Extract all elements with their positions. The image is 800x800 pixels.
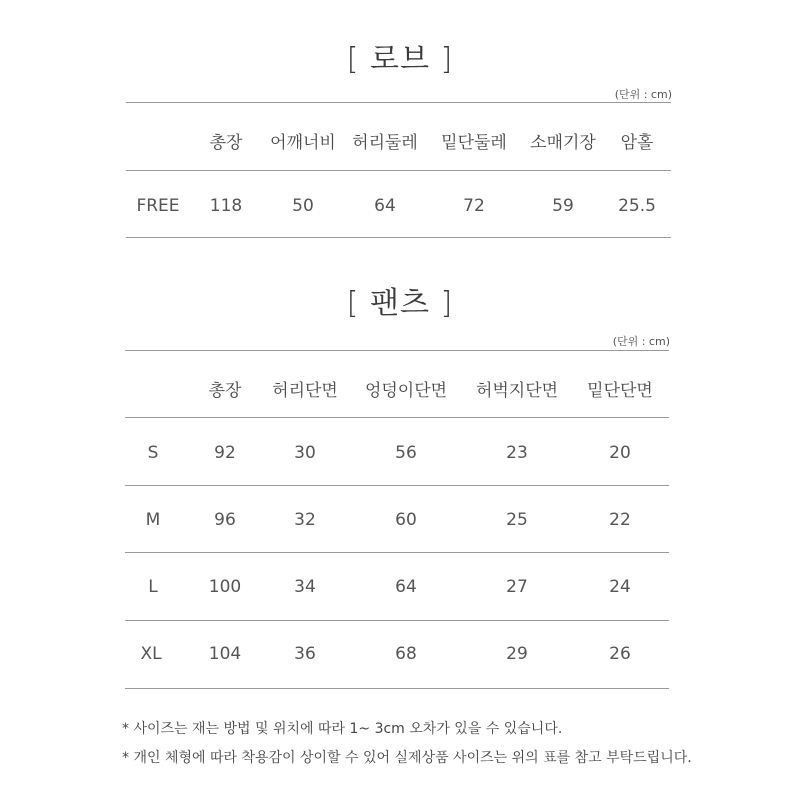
pants-cell: 104 [208,644,242,664]
pants-cell: 22 [609,510,631,530]
robe-cell: 59 [552,196,574,216]
pants-cell: 26 [609,644,631,664]
pants-cell: 100 [208,577,242,597]
robe-header-rule [126,170,671,171]
pants-cell: 60 [395,510,417,530]
robe-cell: 72 [463,196,485,216]
measurement-note: * 사이즈는 재는 방법 및 위치에 따라 1~ 3cm 오차가 있을 수 있습니다. [122,721,563,737]
pants-cell: 34 [294,577,316,597]
pants-table-bottom-rule [125,688,669,689]
pants-row-size: M [145,510,161,530]
robe-table-top-rule [126,102,671,103]
pants-cell: 56 [395,443,417,463]
pants-cell: 92 [214,443,236,463]
pants-unit-label: (단위 : cm) [612,335,670,348]
pants-cell: 29 [506,644,528,664]
pants-header-hem: 밑단단면 [587,381,653,401]
pants-cell: 68 [395,644,417,664]
pants-row-size: XL [140,644,162,664]
robe-header-total-length: 총장 [209,133,243,153]
robe-header-waist: 허리둘레 [352,133,418,153]
pants-cell: 30 [294,443,316,463]
pants-title: [ 팬츠 ] [346,286,454,321]
pants-cell: 36 [294,644,316,664]
pants-cell: 27 [506,577,528,597]
robe-cell: 50 [292,196,314,216]
pants-cell: 24 [609,577,631,597]
robe-header-sleeve-length: 소매기장 [530,133,596,153]
robe-table-bottom-rule [126,237,671,238]
pants-cell: 32 [294,510,316,530]
pants-cell: 96 [214,510,236,530]
robe-cell: 118 [209,196,243,216]
robe-header-hem: 밑단둘레 [441,133,507,153]
pants-row-size: L [148,577,158,597]
pants-cell: 64 [395,577,417,597]
pants-header-thigh: 허벅지단면 [475,381,559,401]
pants-row-rule [125,620,669,621]
pants-cell: 25 [506,510,528,530]
fit-note: * 개인 체형에 따라 착용감이 상이할 수 있어 실제상품 사이즈는 위의 표를 참고 부탁드립니다. [122,750,692,766]
robe-row-size: FREE [136,196,180,216]
pants-cell: 20 [609,443,631,463]
robe-header-armhole: 암홀 [620,133,654,153]
robe-header-shoulder-width: 어깨너비 [270,133,336,153]
pants-row-size: S [147,443,159,463]
pants-row-rule [125,552,669,553]
pants-header-waist: 허리단면 [272,381,338,401]
pants-cell: 23 [506,443,528,463]
robe-cell: 25.5 [618,196,656,216]
robe-cell: 64 [374,196,396,216]
pants-table-top-rule [125,350,669,351]
pants-row-rule [125,485,669,486]
robe-unit-label: (단위 : cm) [614,88,672,101]
pants-header-total-length: 총장 [208,381,242,401]
pants-header-rule [125,417,669,418]
robe-title: [ 로브 ] [346,42,454,77]
pants-header-hip: 엉덩이단면 [364,381,448,401]
